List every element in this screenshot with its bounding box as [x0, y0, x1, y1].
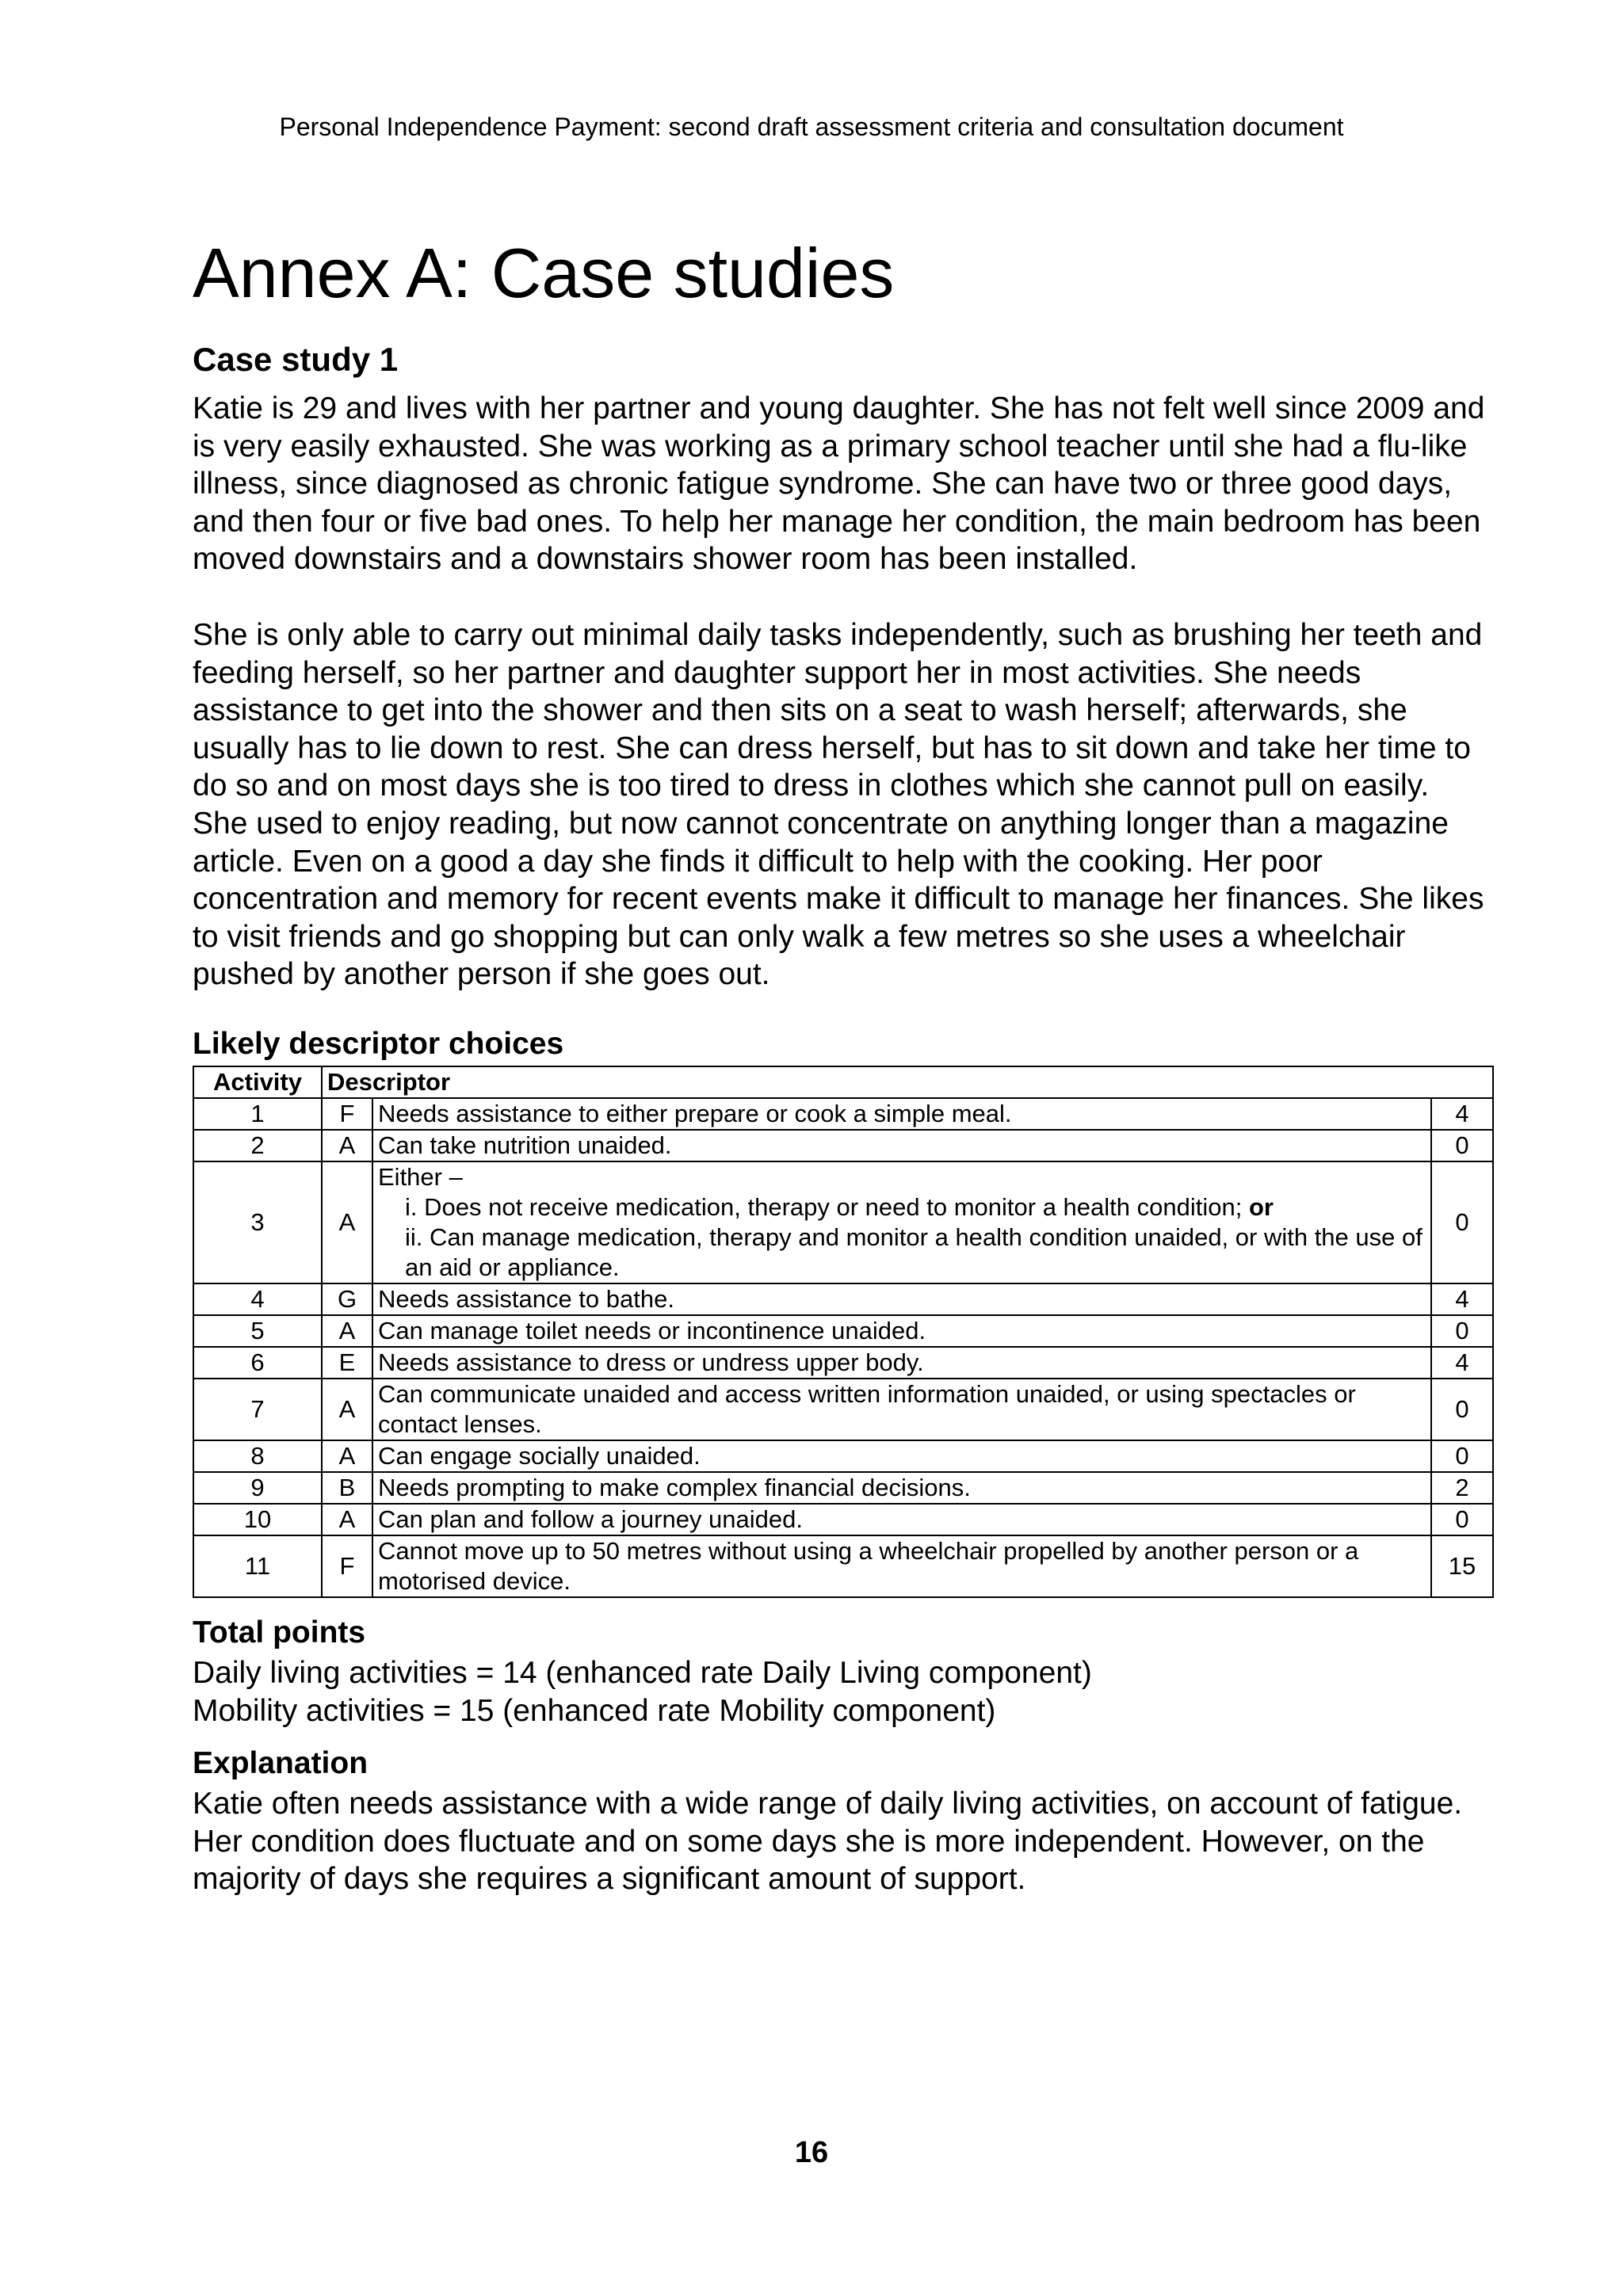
descriptor-option: ii. Can manage medication, therapy and monitor a health condition unaided, or with the use of an aid or appliance. [405, 1222, 1423, 1281]
activity-number: 6 [193, 1347, 322, 1379]
descriptor-text: Can communicate unaided and access written information unaided, or using spectacles or contact lenses. [372, 1379, 1431, 1440]
descriptor-text: Needs prompting to make complex financial decisions. [372, 1472, 1431, 1504]
activity-number: 11 [193, 1535, 322, 1597]
activity-header: Activity [193, 1066, 322, 1098]
descriptor-points: 2 [1431, 1472, 1493, 1504]
descriptor-points: 0 [1431, 1379, 1493, 1440]
case-study-title: Case study 1 [193, 341, 399, 378]
table-row [193, 1379, 1493, 1440]
descriptor-option-text: i. Does not receive medication, therapy or need to monitor a health condition; [405, 1192, 1243, 1221]
daily-living-total: Daily living activities = 14 (enhanced rate Daily Living component) [193, 1655, 1092, 1690]
page-content [193, 230, 1492, 1936]
descriptor-letter: A [322, 1130, 372, 1161]
descriptor-points: 0 [1431, 1440, 1493, 1472]
descriptor-letter: E [322, 1347, 372, 1379]
descriptor-letter: A [322, 1379, 372, 1440]
descriptor-points: 0 [1431, 1315, 1493, 1347]
descriptor-letter: F [322, 1535, 372, 1597]
activity-number: 1 [193, 1098, 322, 1130]
case-paragraph-2: She is only able to carry out minimal daily tasks independently, such as brushing her teeth and feeding herself, so her partner and daughter support her in most activities. She needs assistance to get into the shower and then sits on a seat to wash herself; afterwards, she usually has to lie down to rest. She can dress herself, but has to sit down and take her time to do so and on most days she is too tired to dress in clothes which she cannot pull on easily. She used to enjoy reading, but now cannot concentrate on anything longer than a magazine article. Even on a good a day she finds it difficult to help with the cooking. Her poor concentration and memory for recent events make it difficult to manage her finances. She likes to visit friends and go shopping but can only walk a few metres so she uses a wheelchair pushed by another person if she goes out. [193, 617, 1484, 992]
descriptor-option-conjunction: or [1248, 1192, 1274, 1221]
descriptor-letter: A [322, 1440, 372, 1472]
descriptor-letter: F [322, 1098, 372, 1130]
table-row [193, 1315, 1493, 1347]
descriptor-letter: B [322, 1472, 372, 1504]
descriptor-text: Can engage socially unaided. [372, 1440, 1431, 1472]
case-paragraph-1: Katie is 29 and lives with her partner and young daughter. She has not felt well since 2009 and is very easily exhausted. She was working as a primary school teacher until she had a flu-like illness, since diagnosed as chronic fatigue syndrome. She can have two or three good days, and then four or five bad ones. To help her manage her condition, the main bedroom has been moved downstairs and a downstairs shower room has been installed. [193, 391, 1485, 577]
table-row [193, 1161, 1493, 1283]
descriptor-table [193, 1066, 1494, 1598]
descriptor-letter: A [322, 1504, 372, 1535]
descriptor-text-block [372, 1161, 1431, 1283]
table-header-row [193, 1066, 1493, 1098]
activity-number: 7 [193, 1379, 322, 1440]
descriptor-text: Can plan and follow a journey unaided. [372, 1504, 1431, 1535]
descriptor-letter: G [322, 1283, 372, 1315]
page-number: 16 [794, 2136, 829, 2169]
descriptor-points: 0 [1431, 1161, 1493, 1283]
total-points-lines [193, 1654, 1492, 1730]
explanation-title: Explanation [193, 1745, 369, 1780]
descriptor-text: Can manage toilet needs or incontinence unaided. [372, 1315, 1431, 1347]
annex-title: Annex A: Case studies [193, 234, 895, 312]
explanation-text: Katie often needs assistance with a wide range of daily living activities, on account of fatigue. Her condition does fluctuate and on some days she is more independent. However, on the majority of days she requires a significant amount of support. [193, 1786, 1463, 1897]
activity-number: 3 [193, 1161, 322, 1283]
descriptor-points: 4 [1431, 1347, 1493, 1379]
table-row [193, 1283, 1493, 1315]
descriptor-text: Either – [378, 1162, 463, 1191]
table-row [193, 1130, 1493, 1161]
descriptor-text: Needs assistance to bathe. [372, 1283, 1431, 1315]
descriptor-points: 4 [1431, 1283, 1493, 1315]
descriptor-text: Needs assistance to either prepare or cook a simple meal. [372, 1098, 1431, 1130]
table-row [193, 1472, 1493, 1504]
activity-number: 2 [193, 1130, 322, 1161]
descriptor-points: 0 [1431, 1504, 1493, 1535]
descriptor-points: 15 [1431, 1535, 1493, 1597]
running-header: Personal Independence Payment: second draft assessment criteria and consultation document [279, 113, 1344, 141]
descriptor-choices-title: Likely descriptor choices [193, 1026, 564, 1061]
descriptor-options [378, 1192, 1426, 1283]
descriptor-letter: A [322, 1315, 372, 1347]
descriptor-header: Descriptor [322, 1066, 1493, 1098]
activity-number: 5 [193, 1315, 322, 1347]
table-row [193, 1535, 1493, 1597]
activity-number: 8 [193, 1440, 322, 1472]
descriptor-letter: A [322, 1161, 372, 1283]
total-points-title: Total points [193, 1615, 366, 1650]
table-row [193, 1098, 1493, 1130]
table-row [193, 1440, 1493, 1472]
descriptor-points: 4 [1431, 1098, 1493, 1130]
activity-number: 9 [193, 1472, 322, 1504]
descriptor-text: Needs assistance to dress or undress upper body. [372, 1347, 1431, 1379]
activity-number: 10 [193, 1504, 322, 1535]
descriptor-points: 0 [1431, 1130, 1493, 1161]
descriptor-text: Can take nutrition unaided. [372, 1130, 1431, 1161]
table-row [193, 1504, 1493, 1535]
descriptor-text: Cannot move up to 50 metres without using a wheelchair propelled by another person or a motorised device. [372, 1535, 1431, 1597]
activity-number: 4 [193, 1283, 322, 1315]
descriptor-option [405, 1192, 1426, 1222]
mobility-total: Mobility activities = 15 (enhanced rate Mobility component) [193, 1693, 996, 1728]
table-row [193, 1347, 1493, 1379]
